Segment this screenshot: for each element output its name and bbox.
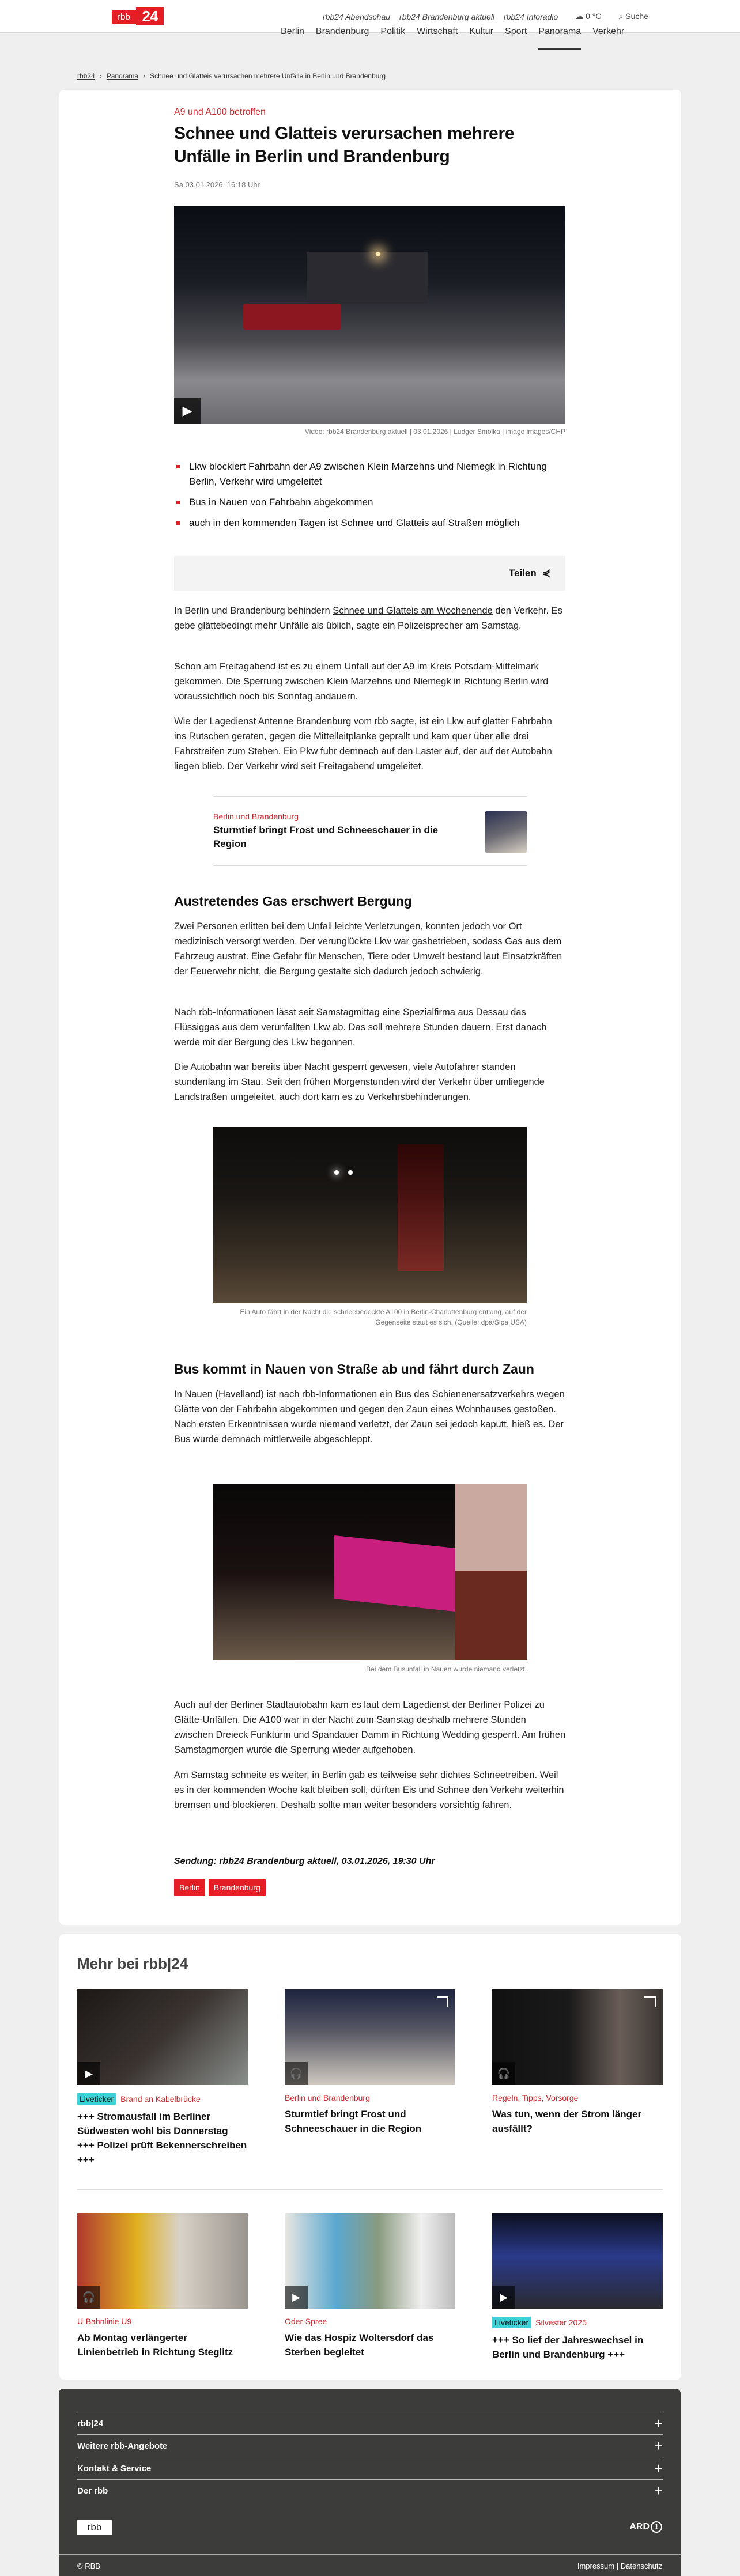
nav-berlin[interactable]: Berlin — [281, 27, 304, 36]
nav-kultur[interactable]: Kultur — [469, 27, 494, 36]
teaser-title: Sturmtief bringt Frost und Schneeschauer in die Region — [285, 2109, 422, 2134]
cast-icon — [644, 1996, 656, 2007]
paragraph — [174, 603, 566, 633]
breadcrumb-home[interactable]: rbb24 — [77, 72, 95, 80]
paragraph-text: den Verkehr. Es gebe glättebedingt mehr Unfälle als üblich, sagte ein Polizeisprecher am Samstag. — [174, 606, 562, 631]
teaser-kicker: Silvester 2025 — [535, 2318, 587, 2327]
logo-24: 24 — [136, 7, 164, 25]
page-title: Schnee und Glatteis verursachen mehrere Unfälle in Berlin und Brandenburg — [174, 124, 515, 166]
breadcrumb-current: Schnee und Glatteis verursachen mehrere Unfälle in Berlin und Brandenburg — [150, 72, 386, 80]
rbb-footer-logo[interactable]: rbb — [77, 2520, 112, 2535]
nav-brandenburg[interactable]: Brandenburg — [315, 27, 369, 36]
article-image-a100 — [213, 1127, 527, 1303]
article-date: Sa 03.01.2026, 16:18 Uhr — [174, 180, 260, 189]
image-caption: Ein Auto fährt in der Nacht die schneebedeckte A100 in Berlin-Charlottenburg entlang, auf der Gegenseite staut es sich. (Quelle: dpa/Sipa USA) — [240, 1308, 527, 1326]
footer-section-kontakt[interactable] — [77, 2457, 663, 2479]
ard-logo[interactable] — [629, 2521, 662, 2533]
headphones-icon: 🎧 — [285, 2062, 308, 2085]
chevron-right-icon: › — [143, 72, 146, 80]
teaser-title: Was tun, wenn der Strom länger ausfällt? — [492, 2109, 642, 2134]
breadcrumb-panorama[interactable]: Panorama — [106, 72, 139, 80]
related-title: Sturmtief bringt Frost und Schneeschauer in die Region — [213, 824, 439, 849]
footer-section-angebote[interactable] — [77, 2434, 663, 2457]
tag-list — [174, 1879, 269, 1896]
footer-section-rbb24[interactable] — [77, 2412, 663, 2434]
video-caption: Video: rbb24 Brandenburg aktuell | 03.01.2026 | Ludger Smolka | imago images/CHP — [304, 428, 565, 436]
summary-list — [176, 459, 557, 536]
search-icon: ⌕ — [618, 12, 624, 21]
section-heading: Bus kommt in Nauen von Straße ab und fährt durch Zaun — [174, 1361, 534, 1376]
summary-item: auch in den kommenden Tagen ist Schnee und Glatteis auf Straßen möglich — [176, 516, 557, 531]
nav-sport[interactable]: Sport — [505, 27, 527, 36]
headphones-icon: 🎧 — [77, 2286, 100, 2309]
paragraph: Wie der Lagedienst Antenne Brandenburg vom rbb sagte, ist ein Lkw auf glatter Fahrbahn ins Rutschen geraten, gegen die Mittelleitplanke geprallt und kam quer über alle drei Fahrstreifen zum Stehen. Ein Pkw fuhr demnach auf den Laster auf, der auf der Autobahn liegen blieb. Der Verkehr wird seit Freitagabend umgeleitet. — [174, 716, 552, 771]
link-inforadio[interactable]: rbb24 Inforadio — [504, 12, 558, 21]
footer-section-der-rbb[interactable] — [77, 2479, 663, 2502]
divider — [59, 2554, 681, 2555]
search-label: Suche — [625, 12, 648, 21]
nav-verkehr[interactable]: Verkehr — [592, 27, 625, 36]
image-caption: Bei dem Busunfall in Nauen wurde niemand verletzt. — [366, 1665, 527, 1673]
teaser-image — [492, 2213, 663, 2309]
more-heading: Mehr bei rbb|24 — [77, 1955, 188, 1972]
logo-rbb: rbb — [112, 10, 136, 24]
share-button[interactable]: Teilen — [508, 568, 537, 578]
related-thumbnail — [485, 811, 527, 853]
paragraph: Zwei Personen erlitten bei dem Unfall leichte Verletzungen, konnten jedoch vor Ort medizinisch versorgt werden. Der verunglückte Lkw war gasbetrieben, sodass Gas aus dem Fahrzeug austrat. Eine Gefahr für Menschen, Tiere oder Umwelt bestand laut Einsatzkräften der Feuerwehr nicht, die Bergung gestalte sich dadurch jedoch schwierig. — [174, 921, 562, 977]
paragraph: Die Autobahn war bereits über Nacht gesperrt gewesen, viele Autofahrer standen stundenlang im Stau. Seit den frühen Morgenstunden wird der Verkehr über umliegende Landstraßen umgeleitet, auch dort kam es zu Verkehrsbehinderungen. — [174, 1062, 545, 1102]
footer-section-label: Weitere rbb-Angebote — [77, 2441, 168, 2451]
teaser-image — [285, 1989, 455, 2085]
plus-icon: + — [654, 2459, 663, 2477]
teaser-image — [77, 2213, 248, 2309]
play-icon[interactable]: ▶ — [174, 398, 201, 424]
main-nav — [281, 27, 624, 43]
teaser-kicker: U-Bahnlinie U9 — [77, 2317, 132, 2326]
teaser-title: +++ So lief der Jahreswechsel in Berlin und Brandenburg +++ — [492, 2335, 644, 2360]
search-button[interactable] — [619, 12, 648, 21]
article-kicker: A9 und A100 betroffen — [174, 107, 266, 117]
footer-section-label: Kontakt & Service — [77, 2463, 152, 2473]
link-brandenburg-aktuell[interactable]: rbb24 Brandenburg aktuell — [399, 12, 495, 21]
teaser-card[interactable] — [492, 1989, 663, 2136]
paragraph: Schon am Freitagabend ist es zu einem Unfall auf der A9 im Kreis Potsdam-Mittelmark gekommen. Die Sperrung zwischen Klein Marzehns und Niemegk in Richtung Berlin wird voraussichtlich noch bis Sonntag andauern. — [174, 661, 549, 702]
rbb24-logo[interactable] — [112, 7, 164, 25]
broadcast-info: Sendung: rbb24 Brandenburg aktuell, 03.01.2026, 19:30 Uhr — [174, 1856, 435, 1866]
nav-politik[interactable]: Politik — [380, 27, 406, 36]
teaser-kicker: Oder-Spree — [285, 2317, 327, 2326]
teaser-card[interactable] — [492, 2213, 663, 2362]
liveticker-badge: Liveticker — [492, 2317, 531, 2328]
paragraph: Auch auf der Berliner Stadtautobahn kam es laut dem Lagedienst der Berliner Polizei zu Glätte-Unfällen. Die A100 war in der Nacht zum Samstag deshalb mehrere Stunden zwischen Dreieck Funkturm und Spandauer Damm in Richtung Wedding gesperrt. Am frühen Samstagmorgen wurde die Sperrung wieder aufgehoben. — [174, 1700, 566, 1755]
plus-icon: + — [654, 2482, 663, 2499]
summary-item: Lkw blockiert Fahrbahn der A9 zwischen Klein Marzehns und Niemegk in Richtung Berlin, Verkehr wird umgeleitet — [176, 459, 557, 489]
section-heading: Austretendes Gas erschwert Bergung — [174, 894, 412, 909]
ard-label: ARD — [629, 2522, 650, 2532]
related-article-teaser[interactable] — [213, 796, 527, 866]
chevron-right-icon: › — [99, 72, 102, 80]
article-image-bus — [213, 1484, 527, 1660]
ard-one-icon: 1 — [651, 2521, 662, 2533]
paragraph: Am Samstag schneite es weiter, in Berlin gab es teilweise sehr dichtes Schneetreiben. Weil es in der kommenden Woche kalt bleiben soll, dürften Eis und Schnee den Verkehr weiterhin bremsen und blockieren. Deshalb sollte man weiter besonders vorsichtig fahren. — [174, 1770, 564, 1810]
teaser-card[interactable] — [285, 2213, 455, 2359]
tag-berlin[interactable]: Berlin — [174, 1879, 205, 1896]
paragraph: In Nauen (Havelland) ist nach rbb-Informationen ein Bus des Schienenersatzverkehrs wegen Glätte von der Fahrbahn abgekommen und gegen den Zaun eines Wohnhauses gestoßen. Nach ersten Erkenntnissen wurde niemand verletzt, der Zaun sei jedoch kaputt, hieß es. Der Bus wurde demnach mittlerweile abgeschleppt. — [174, 1389, 565, 1444]
weather-widget[interactable] — [575, 12, 601, 21]
link-abendschau[interactable]: rbb24 Abendschau — [323, 12, 391, 21]
more-section — [59, 1934, 681, 2380]
play-icon: ▶ — [492, 2286, 515, 2309]
footer-section-label: rbb|24 — [77, 2418, 104, 2429]
datenschutz-link[interactable]: Datenschutz — [620, 2562, 662, 2570]
paragraph: Nach rbb-Informationen lässt seit Samstagmittag eine Spezialfirma aus Dessau das Flüssiggas aus dem verunfallten Lkw ab. Das soll mehrere Stunden dauern. Erst danach werde mit der Bergung des Lkw begonnen. — [174, 1007, 547, 1047]
legal-links: Impressum | Datenschutz — [577, 2562, 662, 2570]
play-icon: ▶ — [285, 2286, 308, 2309]
headphones-icon: 🎧 — [492, 2062, 515, 2085]
weather-icon: ☁ — [575, 12, 584, 21]
article-video[interactable] — [174, 206, 565, 424]
teaser-image — [77, 1989, 248, 2085]
impressum-link[interactable]: Impressum — [577, 2562, 615, 2570]
footer-section-label: Der rbb — [77, 2486, 108, 2496]
weather-temp: 0 °C — [586, 12, 602, 21]
share-icon[interactable]: ⋞ — [542, 568, 550, 578]
teaser-kicker: Berlin und Brandenburg — [285, 2093, 370, 2102]
nav-panorama[interactable]: Panorama — [538, 27, 581, 43]
teaser-card[interactable] — [77, 2213, 248, 2359]
share-bar — [174, 556, 565, 591]
site-footer — [59, 2389, 681, 2576]
copyright: © RBB — [77, 2562, 100, 2570]
plus-icon: + — [654, 2437, 663, 2454]
top-links — [323, 12, 648, 21]
related-kicker: Berlin und Brandenburg — [213, 812, 299, 821]
teaser-card[interactable] — [77, 1989, 248, 2167]
teaser-kicker: Brand an Kabelbrücke — [120, 2094, 201, 2104]
teaser-title: Wie das Hospiz Woltersdorf das Sterben begleitet — [285, 2332, 434, 2358]
inline-link[interactable]: Schnee und Glatteis am Wochenende — [333, 606, 493, 616]
breadcrumb — [77, 72, 386, 80]
tag-brandenburg[interactable]: Brandenburg — [209, 1879, 266, 1896]
nav-wirtschaft[interactable]: Wirtschaft — [417, 27, 458, 36]
cast-icon — [437, 1996, 448, 2007]
teaser-kicker: Regeln, Tipps, Vorsorge — [492, 2093, 579, 2102]
teaser-title: +++ Stromausfall im Berliner Südwesten wohl bis Donnerstag +++ Polizei prüft Bekennerschreiben +++ — [77, 2111, 247, 2165]
teaser-image — [492, 1989, 663, 2085]
teaser-card[interactable] — [285, 1989, 455, 2136]
teaser-image — [285, 2213, 455, 2309]
paragraph-text: In Berlin und Brandenburg behindern — [174, 606, 333, 616]
play-icon: ▶ — [77, 2062, 100, 2085]
liveticker-badge: Liveticker — [77, 2093, 116, 2105]
teaser-title: Ab Montag verlängerter Linienbetrieb in Richtung Steglitz — [77, 2332, 233, 2358]
summary-item: Bus in Nauen von Fahrbahn abgekommen — [176, 495, 557, 510]
divider — [77, 2189, 663, 2190]
plus-icon: + — [654, 2414, 663, 2432]
